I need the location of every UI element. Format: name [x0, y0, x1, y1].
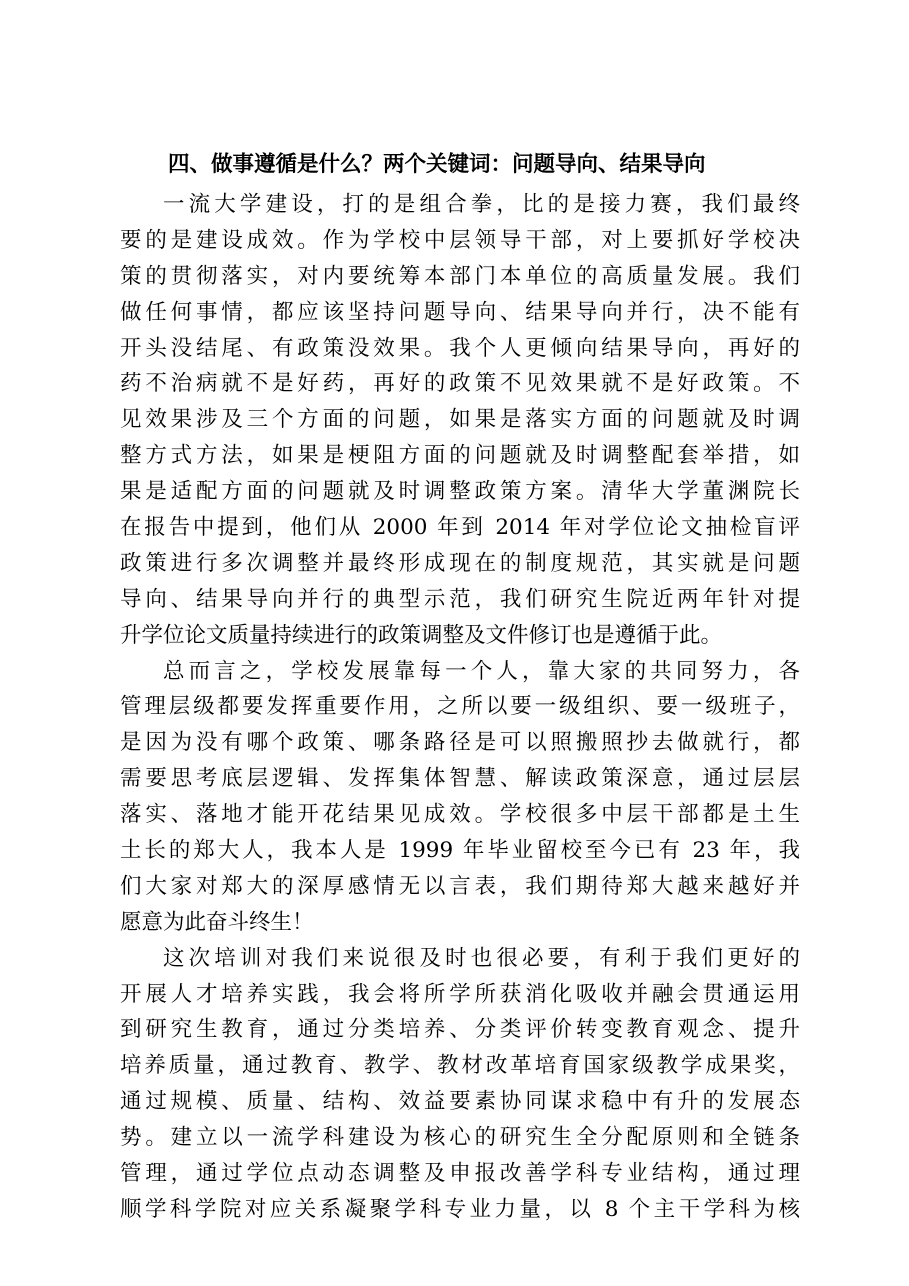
- text-line: 一流大学建设，打的是组合拳，比的是接力赛，我们最终: [163, 192, 800, 217]
- text-line: 要的是建设成效。作为学校中层领导干部，对上要抓好学校决: [120, 227, 800, 253]
- text-line: 升学位论文质量持续进行的政策调整及文件修订也是遵循于此。: [120, 622, 723, 648]
- text-line: 导向、结果导向并行的典型示范，我们研究生院近两年针对提: [120, 586, 800, 612]
- text-line: 整方式方法，如果是梗阻方面的问题就及时调整配套举措，如: [120, 443, 800, 469]
- text-line: 策的贯彻落实，对内要统筹本部门本单位的高质量发展。我们: [120, 263, 800, 289]
- text-line: 果是适配方面的问题就及时调整政策方案。清华大学董渊院长: [120, 479, 800, 505]
- text-line: 到研究生教育，通过分类培养、分类评价转变教育观念、提升: [120, 1017, 800, 1043]
- text-line: 药不治病就不是好药，再好的政策不见效果就不是好政策。不: [120, 371, 800, 397]
- document-page: [120, 143, 800, 1228]
- paragraph: [120, 654, 800, 941]
- text-line: 通过规模、质量、结构、效益要素协同谋求稳中有升的发展态: [120, 1089, 800, 1115]
- section-heading: 四、做事遵循是什么？两个关键词：问题导向、结果导向: [168, 152, 706, 177]
- text-line: 落实、落地才能开花结果见成效。学校很多中层干部都是土生: [120, 802, 800, 828]
- paragraph: [120, 941, 800, 1228]
- text-line: 需要思考底层逻辑、发挥集体智慧、解读政策深意，通过层层: [120, 766, 800, 792]
- text-line: 势。建立以一流学科建设为核心的研究生全分配原则和全链条: [120, 1125, 800, 1151]
- text-line: 愿意为此奋斗终生！: [120, 909, 314, 935]
- text-line: 开展人才培养实践，我会将所学所获消化吸收并融会贯通运用: [120, 981, 800, 1007]
- text-line: 总而言之，学校发展靠每一个人，靠大家的共同努力，各: [163, 658, 800, 684]
- text-line: 见效果涉及三个方面的问题，如果是落实方面的问题就及时调: [120, 407, 800, 433]
- paragraph: [120, 187, 800, 654]
- text-line: 们大家对郑大的深厚感情无以言表，我们期待郑大越来越好并: [120, 873, 800, 899]
- text-line: 管理，通过学位点动态调整及申报改善学科专业结构，通过理: [120, 1161, 800, 1187]
- text-line: 是因为没有哪个政策、哪条路径是可以照搬照抄去做就行，都: [120, 730, 800, 756]
- document-body: [120, 187, 800, 1228]
- text-line: 做任何事情，都应该坚持问题导向、结果导向并行，决不能有: [120, 299, 800, 325]
- text-line: 政策进行多次调整并最终形成现在的制度规范，其实就是问题: [120, 550, 800, 576]
- text-line: 在报告中提到，他们从 2000 年到 2014 年对学位论文抽检盲评: [120, 515, 800, 541]
- text-line: 开头没结尾、有政策没效果。我个人更倾向结果导向，再好的: [120, 335, 800, 361]
- text-line: 土长的郑大人，我本人是 1999 年毕业留校至今已有 23 年，我: [120, 838, 800, 864]
- text-line: 顺学科学院对应关系凝聚学科专业力量，以 8 个主干学科为核: [120, 1196, 800, 1222]
- text-line: 管理层级都要发挥重要作用，之所以要一级组织、要一级班子，: [120, 694, 800, 720]
- text-line: 这次培训对我们来说很及时也很必要，有利于我们更好的: [163, 945, 800, 971]
- text-line: 培养质量，通过教育、教学、教材改革培育国家级教学成果奖，: [120, 1053, 800, 1079]
